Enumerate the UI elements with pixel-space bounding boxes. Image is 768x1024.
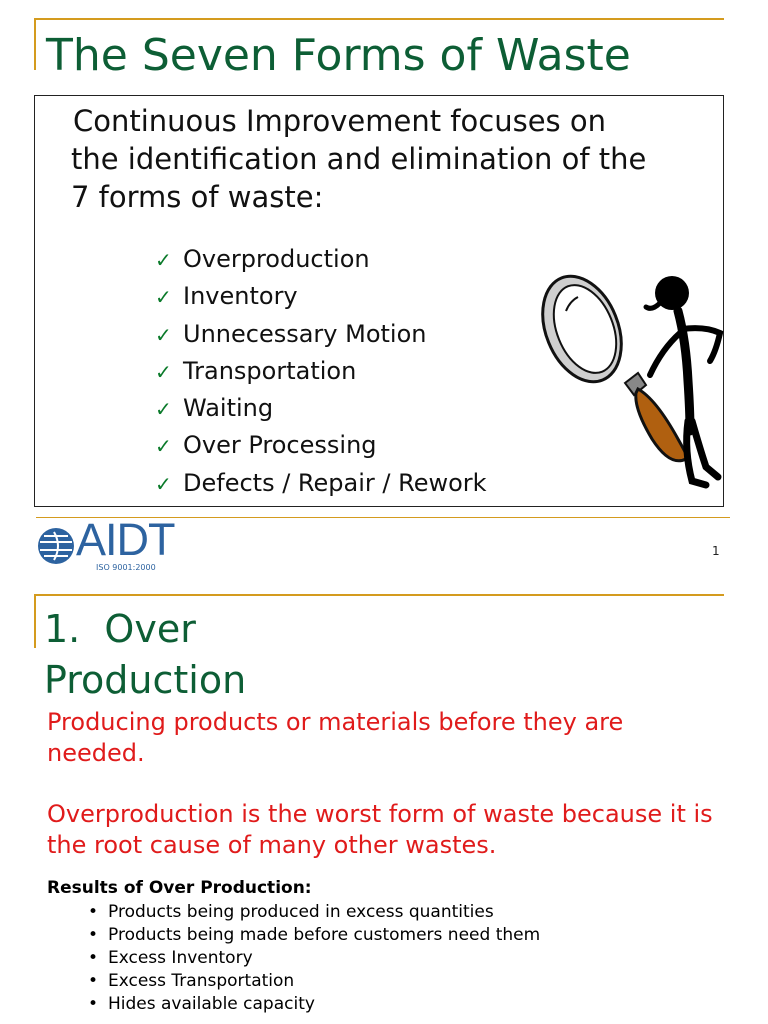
slide1-title: The Seven Forms of Waste bbox=[46, 30, 631, 81]
checkmark-icon: ✓ bbox=[155, 322, 172, 347]
page-number: 1 bbox=[712, 544, 720, 558]
waste-item: ✓ Overproduction bbox=[155, 243, 487, 280]
results-heading: Results of Over Production: bbox=[47, 878, 312, 898]
list-item: • Products being made before customers need them bbox=[88, 925, 541, 945]
slide1-top-rule bbox=[34, 18, 724, 20]
waste-item: ✓ Inventory bbox=[155, 280, 487, 317]
checkmark-icon: ✓ bbox=[155, 471, 172, 496]
definition-paragraph: Producing products or materials before they are needed. bbox=[47, 708, 624, 767]
slide2-title-line-1: 1. Over bbox=[44, 607, 196, 651]
slide1-left-rule bbox=[34, 18, 36, 70]
list-item: • Hides available capacity bbox=[88, 994, 315, 1014]
slide2-top-rule bbox=[34, 594, 724, 596]
checkmark-icon: ✓ bbox=[155, 248, 172, 272]
waste-item: ✓ Unnecessary Motion bbox=[155, 318, 487, 355]
waste-item: ✓ Over Processing bbox=[155, 429, 487, 466]
waste-checklist bbox=[155, 243, 487, 504]
list-item: • Excess Inventory bbox=[88, 948, 253, 968]
content-box bbox=[34, 95, 724, 507]
checkmark-icon: ✓ bbox=[155, 285, 172, 310]
waste-item: ✓ Transportation bbox=[155, 355, 487, 392]
intro-line-3: 7 forms of waste: bbox=[71, 180, 324, 214]
checkmark-icon: ✓ bbox=[155, 359, 172, 384]
waste-item: ✓ Waiting bbox=[155, 392, 487, 429]
logo-iso-text: ISO 9001:2000 bbox=[96, 563, 156, 572]
list-item: • Products being produced in excess quantities bbox=[88, 902, 494, 922]
bullet-icon: • bbox=[88, 994, 99, 1014]
results-list bbox=[88, 901, 540, 1016]
bullet-icon: • bbox=[88, 948, 99, 968]
bullet-icon: • bbox=[88, 971, 99, 991]
intro-text bbox=[71, 102, 721, 216]
intro-line-1: Continuous Improvement focuses on bbox=[73, 104, 606, 138]
checkmark-icon: ✓ bbox=[155, 434, 172, 459]
list-item: • Excess Transportation bbox=[88, 971, 295, 991]
magnifying-glass-figure-icon bbox=[530, 271, 725, 493]
globe-icon bbox=[36, 526, 76, 566]
bullet-icon: • bbox=[88, 925, 99, 945]
worst-waste-paragraph: Overproduction is the worst form of waste because it is the root cause of many other wastes. bbox=[47, 800, 713, 859]
checkmark-icon: ✓ bbox=[155, 397, 172, 422]
intro-line-2: the identification and elimination of the bbox=[71, 142, 647, 176]
waste-item: ✓ Defects / Repair / Rework bbox=[155, 467, 487, 504]
slide2-title-line-2: Production bbox=[44, 658, 247, 702]
slide2-left-rule bbox=[34, 594, 36, 648]
bullet-icon: • bbox=[88, 902, 99, 922]
logo-text: AIDT bbox=[76, 514, 175, 565]
